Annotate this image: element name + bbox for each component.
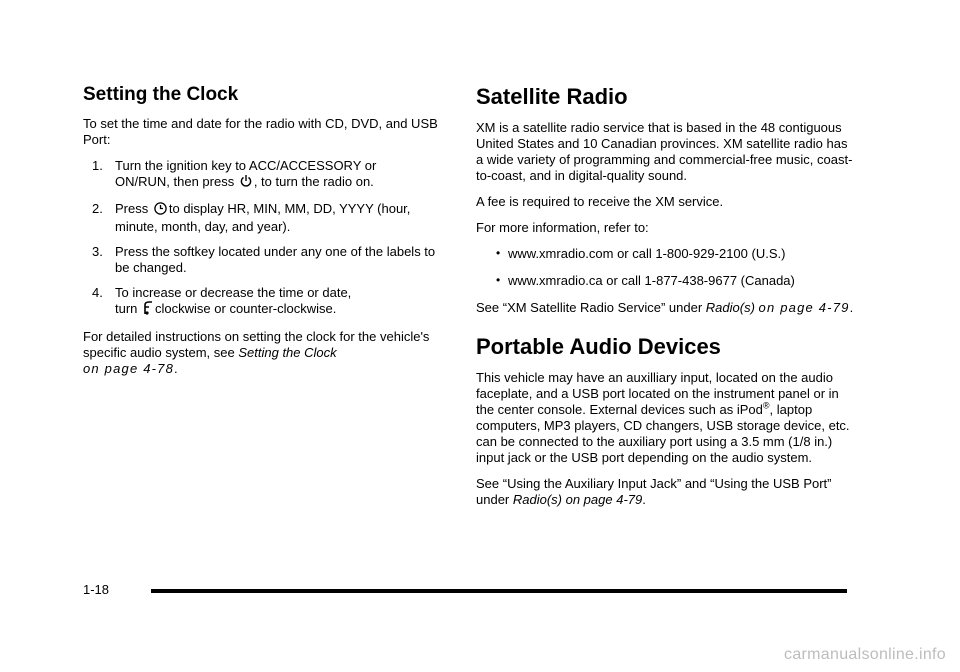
step-text: Press — [115, 201, 149, 216]
step-3 — [83, 244, 443, 276]
setting-clock-intro: To set the time and date for the radio with CD, DVD, and USB Port: — [83, 116, 438, 147]
list-item: • www.xmradio.ca or call 1-877-438-9677 (Canada) — [496, 273, 795, 288]
step-number: 4. — [92, 285, 103, 300]
watermark: carmanualsonline.info — [784, 646, 946, 663]
step-text: ON/RUN, then press — [115, 174, 235, 189]
step-text: to display HR, MIN, MM, DD, YYYY (hour, minute, month, day, and year). — [115, 201, 411, 234]
step-4 — [83, 285, 443, 319]
radio-page-reference-page[interactable]: on page 4-79 — [758, 300, 850, 315]
portable-audio-reference: See “Using the Auxiliary Input Jack” and “Using the USB Port” under Radio(s) on page 4-79. — [476, 476, 832, 507]
satellite-radio-heading: Satellite Radio — [476, 84, 628, 109]
bullet-icon: • — [496, 246, 501, 260]
right-column — [476, 84, 856, 518]
satellite-radio-fee: A fee is required to receive the XM service. — [476, 194, 724, 209]
step-number: 2. — [92, 201, 103, 216]
setting-clock-detail: For detailed instructions on setting the clock for the vehicle's specific audio system, see Setting the Clock on page 4-78. — [83, 329, 430, 376]
step-number: 3. — [92, 244, 103, 259]
satellite-radio-more-info: For more information, refer to: — [476, 220, 649, 235]
bullet-icon: • — [496, 273, 501, 287]
portable-audio-description: This vehicle may have an auxilliary input, located on the audio faceplate, and a USB port located on the instrument panel or in the center console. External devices such as iPod®, laptop computers, MP3 players, CD changers, USB storage device, etc. can be connected to the auxiliary port using a 3.5 mm (1/8 in.) input jack or the USB port depending on the audio system. — [476, 370, 850, 465]
page-number: 1-18 — [83, 582, 110, 597]
list-item: • www.xmradio.com or call 1-800-929-2100 (U.S.) — [496, 246, 786, 261]
step-text: To increase or decrease the time or date, — [115, 285, 352, 300]
left-column — [83, 84, 443, 387]
xm-contact-list — [476, 246, 856, 289]
step-number: 1. — [92, 158, 103, 173]
registered-mark: ® — [762, 400, 770, 411]
step-text: , to turn the radio on. — [253, 174, 374, 189]
xm-service-reference: See “XM Satellite Radio Service” under Radio(s) on page 4-79. — [476, 300, 854, 315]
step-1 — [83, 158, 443, 192]
portable-audio-heading: Portable Audio Devices — [476, 334, 721, 359]
power-icon — [240, 174, 252, 192]
footer-rule — [151, 589, 847, 593]
step-text: Turn the ignition key to ACC/ACCESSORY or — [115, 158, 377, 173]
radio-page-reference[interactable]: Radio(s) — [705, 300, 755, 315]
satellite-radio-description: XM is a satellite radio service that is based in the 48 contiguous United States and 10 Canadian provinces. XM satellite radio has a wide variety of programming and commercial-free music, coast-to-coast, and in digital-quality sound. — [476, 120, 853, 183]
step-2 — [83, 201, 443, 235]
setting-clock-heading: Setting the Clock — [83, 84, 239, 105]
clock-page-reference[interactable]: Setting the Clock — [238, 345, 337, 360]
clock-page-reference-page[interactable]: on page 4-78 — [83, 361, 175, 376]
clock-icon — [154, 202, 167, 219]
tune-knob-icon — [143, 301, 153, 319]
step-text: clockwise or counter-clockwise. — [155, 301, 337, 316]
clock-steps — [83, 158, 443, 319]
step-text: turn — [115, 301, 138, 316]
radio-page-reference-2[interactable]: Radio(s) on page 4-79 — [512, 492, 643, 507]
step-text: Press the softkey located under any one of the labels to be changed. — [115, 244, 436, 275]
